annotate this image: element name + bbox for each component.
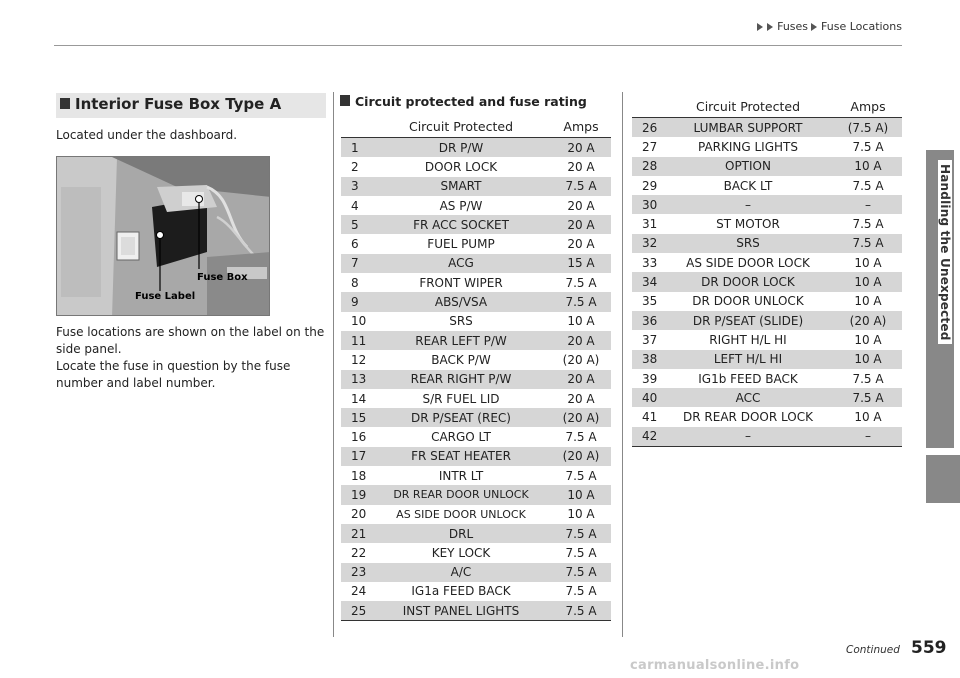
circuit-name: DOOR LOCK — [424, 159, 498, 174]
fuse-amps: 10 A — [854, 255, 882, 270]
fuse-number: 25 — [351, 603, 367, 618]
fuse-amps: 10 A — [567, 507, 595, 522]
table-bottom-rule — [341, 620, 611, 621]
breadcrumb-arrow-icon — [757, 23, 763, 31]
fuse-number: 17 — [351, 449, 367, 464]
column-divider — [622, 92, 623, 637]
circuit-name: – — [745, 429, 751, 444]
fuse-number: 5 — [351, 217, 359, 232]
table-row — [341, 524, 611, 543]
table-row — [632, 137, 902, 156]
circuit-name: LEFT H/L HI — [713, 352, 783, 367]
fuse-number: 12 — [351, 352, 367, 367]
circuit-name: A/C — [450, 565, 472, 580]
description-line: Fuse locations are shown on the label on the side panel. — [56, 325, 325, 356]
table-row — [632, 272, 902, 291]
table-row — [341, 582, 611, 601]
circuit-name: DR DOOR LOCK — [701, 275, 795, 290]
header-circuit: Circuit Protected — [695, 99, 801, 114]
table-row — [632, 369, 902, 388]
table-row — [341, 505, 611, 524]
section-title — [56, 93, 326, 118]
circuit-name: ST MOTOR — [716, 217, 780, 232]
circuit-name: AS SIDE DOOR UNLOCK — [396, 507, 526, 521]
fuse-amps: 7.5 A — [565, 295, 597, 310]
circuit-name: FR SEAT HEATER — [411, 449, 511, 464]
fuse-number: 27 — [642, 139, 658, 154]
table-row — [341, 331, 611, 350]
table-header — [632, 96, 902, 118]
fuse-number: 11 — [351, 333, 367, 348]
circuit-name: IG1a FEED BACK — [411, 584, 511, 599]
fuse-number: 8 — [351, 275, 359, 290]
table-row — [341, 466, 611, 485]
description-text — [56, 324, 326, 392]
table-subtitle-text: Circuit protected and fuse rating — [355, 94, 587, 109]
fuse-number: 42 — [642, 429, 658, 444]
column-divider — [333, 92, 334, 637]
fuse-number: 29 — [642, 178, 658, 193]
circuit-name: DR P/SEAT (SLIDE) — [692, 313, 804, 328]
circuit-name: LUMBAR SUPPORT — [693, 120, 803, 135]
fuse-number: 38 — [642, 352, 658, 367]
fuse-amps: 7.5 A — [565, 545, 597, 560]
table-row — [341, 196, 611, 215]
circuit-name: RIGHT H/L HI — [709, 332, 787, 347]
fuse-amps: 7.5 A — [852, 178, 884, 193]
circuit-name: BACK P/W — [431, 352, 491, 367]
table-body — [341, 138, 611, 620]
fuse-amps: 10 A — [854, 410, 882, 425]
fuse-amps: 7.5 A — [852, 139, 884, 154]
circuit-name: INST PANEL LIGHTS — [402, 603, 520, 618]
fuse-amps: 7.5 A — [565, 179, 597, 194]
fuse-number: 22 — [351, 545, 367, 560]
fuse-number: 7 — [351, 256, 359, 271]
square-bullet-icon — [60, 98, 70, 109]
table-row — [632, 350, 902, 369]
fuse-amps: 20 A — [567, 217, 595, 232]
header-amps: Amps — [850, 99, 886, 114]
fuse-amps: 10 A — [854, 275, 882, 290]
circuit-name: S/R FUEL LID — [422, 391, 500, 406]
table-row — [341, 389, 611, 408]
table-row — [341, 157, 611, 176]
fuse-amps: 20 A — [567, 198, 595, 213]
table-row — [632, 427, 902, 446]
fuse-amps: 20 A — [567, 159, 595, 174]
fuse-number: 4 — [351, 198, 359, 213]
fuse-amps: (20 A) — [562, 352, 600, 367]
fuse-number: 26 — [642, 120, 658, 135]
fuse-amps: (20 A) — [562, 410, 600, 425]
circuit-name: ACC — [735, 390, 761, 405]
breadcrumb — [757, 20, 902, 33]
fuse-amps: (7.5 A) — [847, 120, 889, 135]
fuse-number: 20 — [351, 507, 367, 522]
table-row — [632, 253, 902, 272]
table-row — [341, 601, 611, 620]
fuse-amps: 10 A — [567, 487, 595, 502]
table-row — [632, 311, 902, 330]
fuse-number: 34 — [642, 275, 658, 290]
fuse-amps: 10 A — [854, 294, 882, 309]
fuse-label-callout: Fuse Label — [135, 291, 196, 302]
table-row — [632, 157, 902, 176]
table-row — [341, 427, 611, 446]
fuse-number: 28 — [642, 159, 658, 174]
fuse-amps: – — [865, 429, 871, 444]
breadcrumb-arrow-icon — [811, 23, 817, 31]
fuse-number: 3 — [351, 179, 359, 194]
fuse-number: 31 — [642, 217, 658, 232]
section-title-text: Interior Fuse Box Type A — [75, 95, 282, 113]
fuse-amps: 7.5 A — [852, 390, 884, 405]
table-row — [341, 138, 611, 157]
circuit-name: AS P/W — [439, 198, 483, 213]
fuse-box-photo — [56, 156, 270, 316]
header-circuit: Circuit Protected — [408, 119, 514, 134]
table-row — [632, 118, 902, 137]
circuit-name: INTR LT — [438, 468, 484, 483]
fuse-amps: 7.5 A — [565, 526, 597, 541]
table-row — [341, 543, 611, 562]
fuse-number: 21 — [351, 526, 367, 541]
circuit-name: REAR LEFT P/W — [415, 333, 507, 348]
fuse-number: 15 — [351, 410, 367, 425]
fuse-amps: 7.5 A — [565, 584, 597, 599]
fuse-amps: 7.5 A — [852, 217, 884, 232]
chapter-index-block — [926, 455, 960, 503]
table-subtitle — [340, 94, 587, 109]
circuit-name: BACK LT — [723, 178, 773, 193]
fuse-amps: 20 A — [567, 140, 595, 155]
table-row — [341, 234, 611, 253]
circuit-name: SRS — [736, 236, 760, 251]
table-row — [341, 563, 611, 582]
table-row — [341, 350, 611, 369]
table-row — [632, 234, 902, 253]
circuit-name: ABS/VSA — [434, 295, 488, 310]
header-amps: Amps — [563, 119, 599, 134]
fuse-amps: (20 A) — [562, 449, 600, 464]
fuse-number: 40 — [642, 390, 658, 405]
continued-label: Continued — [846, 644, 900, 656]
circuit-name: DR DOOR UNLOCK — [692, 294, 804, 309]
circuit-name: DR REAR DOOR LOCK — [683, 410, 813, 425]
fuse-box-callout: Fuse Box — [197, 272, 248, 283]
circuit-name: SMART — [440, 179, 482, 194]
fuse-number: 30 — [642, 197, 658, 212]
table-row — [632, 407, 902, 426]
table-header — [341, 116, 611, 138]
fuse-amps: 20 A — [567, 237, 595, 252]
table-row — [341, 215, 611, 234]
circuit-name: IG1b FEED BACK — [698, 371, 798, 386]
table-row — [341, 485, 611, 504]
fuse-number: 33 — [642, 255, 658, 270]
fuse-table-1 — [341, 116, 611, 621]
fuse-number: 6 — [351, 237, 359, 252]
fuse-number: 37 — [642, 332, 658, 347]
intro-text: Located under the dashboard. — [56, 128, 238, 142]
fuse-number: 36 — [642, 313, 658, 328]
fuse-amps: 20 A — [567, 391, 595, 406]
fuse-amps: (20 A) — [849, 313, 887, 328]
fuse-number: 39 — [642, 371, 658, 386]
fuse-number: 14 — [351, 391, 367, 406]
table-row — [341, 254, 611, 273]
fuse-number: 41 — [642, 410, 658, 425]
fuse-number: 23 — [351, 565, 367, 580]
fuse-amps: 10 A — [854, 332, 882, 347]
fuse-number: 9 — [351, 295, 359, 310]
chapter-tab[interactable] — [916, 150, 960, 448]
watermark: carmanualsonline.info — [630, 658, 800, 673]
circuit-name: AS SIDE DOOR LOCK — [686, 255, 810, 270]
table-row — [632, 195, 902, 214]
table-row — [341, 408, 611, 427]
circuit-name: FRONT WIPER — [419, 275, 503, 290]
fuse-amps: 7.5 A — [852, 236, 884, 251]
table-row — [341, 312, 611, 331]
fuse-number: 16 — [351, 430, 367, 445]
fuse-amps: 7.5 A — [565, 430, 597, 445]
fuse-amps: 7.5 A — [565, 275, 597, 290]
circuit-name: – — [745, 197, 751, 212]
table-row — [341, 273, 611, 292]
fuse-table-2 — [632, 96, 902, 447]
fuse-amps: 7.5 A — [565, 565, 597, 580]
chapter-tab-label: Handling the Unexpected — [938, 160, 952, 344]
table-row — [341, 447, 611, 466]
circuit-name: ACG — [448, 256, 474, 271]
breadcrumb-arrow-icon — [767, 23, 773, 31]
circuit-name: KEY LOCK — [431, 545, 491, 560]
fuse-amps: 7.5 A — [852, 371, 884, 386]
fuse-number: 35 — [642, 294, 658, 309]
fuse-amps: 7.5 A — [565, 468, 597, 483]
square-bullet-icon — [340, 95, 350, 106]
table-bottom-rule — [632, 446, 902, 447]
circuit-name: CARGO LT — [431, 430, 491, 445]
circuit-name: DR REAR DOOR UNLOCK — [393, 488, 529, 502]
fuse-amps: 10 A — [567, 314, 595, 329]
circuit-name: DRL — [448, 526, 474, 541]
table-row — [341, 292, 611, 311]
table-row — [632, 330, 902, 349]
header-rule — [54, 45, 902, 46]
breadcrumb-fuses[interactable]: Fuses — [777, 20, 809, 33]
fuse-number: 10 — [351, 314, 367, 329]
fuse-number: 13 — [351, 372, 367, 387]
table-row — [341, 177, 611, 196]
fuse-amps: 10 A — [854, 159, 882, 174]
circuit-name: PARKING LIGHTS — [697, 139, 798, 154]
fuse-amps: 15 A — [567, 256, 595, 271]
fuse-amps: 20 A — [567, 333, 595, 348]
table-row — [632, 176, 902, 195]
fuse-number: 32 — [642, 236, 658, 251]
table-row — [632, 214, 902, 233]
table-row — [632, 292, 902, 311]
circuit-name: FR ACC SOCKET — [413, 217, 509, 232]
circuit-name: DR P/SEAT (REC) — [411, 410, 511, 425]
fuse-amps: 10 A — [854, 352, 882, 367]
circuit-name: REAR RIGHT P/W — [410, 372, 512, 387]
fuse-number: 24 — [351, 584, 367, 599]
left-column — [56, 93, 326, 392]
description-line: Locate the fuse in question by the fuse number and label number. — [56, 359, 291, 390]
fuse-amps: 20 A — [567, 372, 595, 387]
fuse-amps: 7.5 A — [565, 603, 597, 618]
circuit-name: DR P/W — [438, 140, 484, 155]
circuit-name: FUEL PUMP — [427, 237, 495, 252]
fuse-number: 19 — [351, 487, 367, 502]
breadcrumb-fuse-locations[interactable]: Fuse Locations — [821, 20, 902, 33]
fuse-number: 1 — [351, 140, 359, 155]
page-number: 559 — [911, 638, 947, 658]
table-body — [632, 118, 902, 446]
fuse-amps: – — [865, 197, 871, 212]
table-row — [341, 370, 611, 389]
fuse-number: 18 — [351, 468, 367, 483]
circuit-name: SRS — [449, 314, 473, 329]
fuse-number: 2 — [351, 159, 359, 174]
circuit-name: OPTION — [725, 159, 771, 174]
table-row — [632, 388, 902, 407]
